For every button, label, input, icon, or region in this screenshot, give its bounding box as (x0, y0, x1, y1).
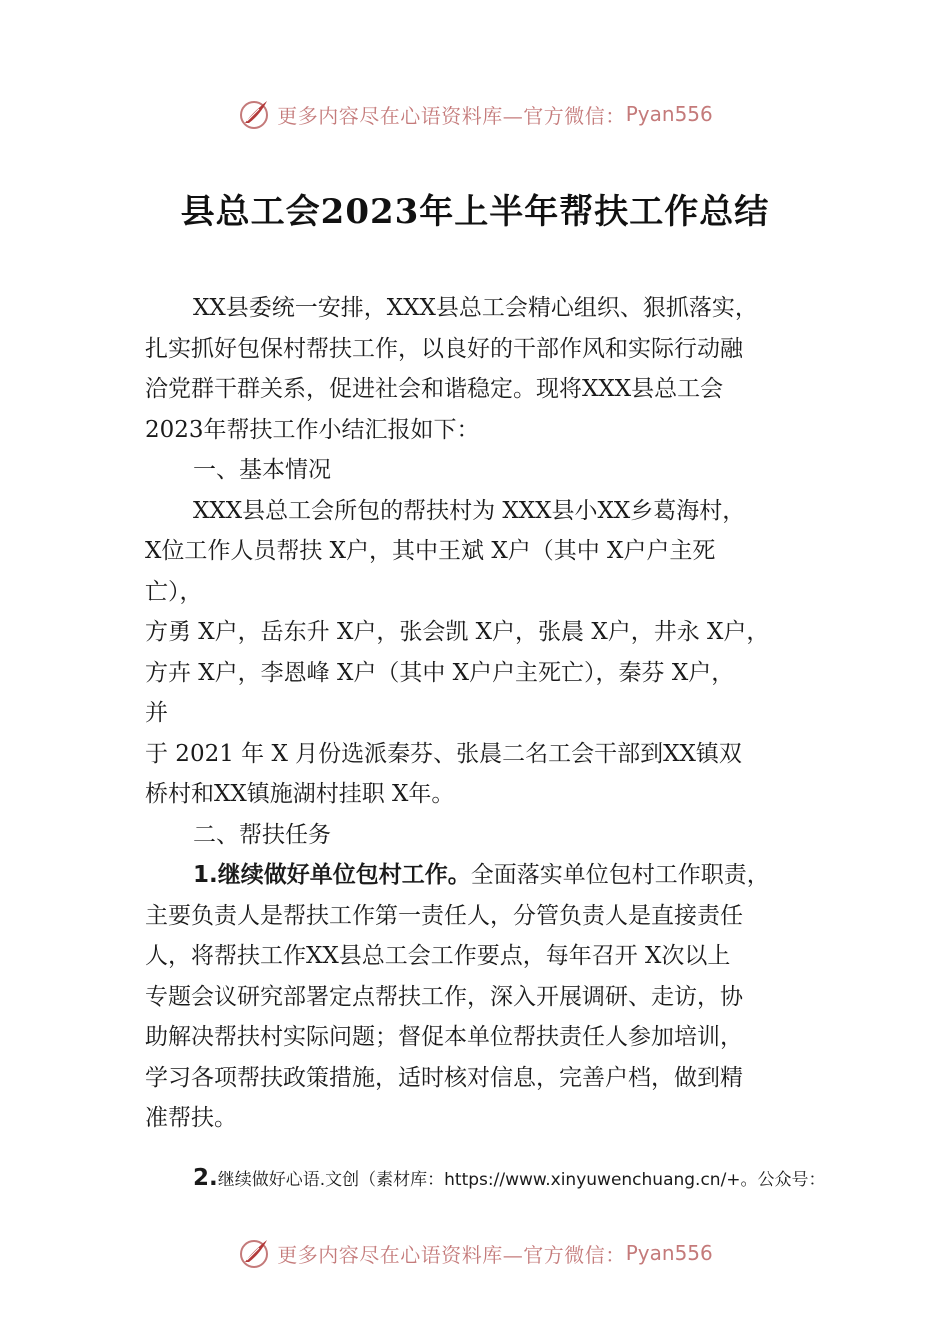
paragraph-line: 人，将帮扶工作XX县总工会工作要点，每年召开 X次以上 (145, 943, 731, 969)
paragraph-line: XXX县总工会所包的帮扶村为 XXX县小XX乡葛海村， (193, 497, 746, 524)
paragraph-line: 于 2021 年 X 月份选派秦芬、张晨二名工会干部到XX镇双 (145, 740, 742, 767)
task2-number: 2. (193, 1165, 218, 1191)
paragraph-line: 亡）， (145, 578, 203, 605)
task1-heading: 1.继续做好单位包村工作。 (193, 862, 471, 888)
task2-line (193, 1165, 893, 1191)
paragraph-line: 桥村和XX镇施湖村挂职 X年。 (145, 781, 455, 807)
quill-logo-icon (237, 97, 271, 131)
paragraph-line: 洽党群干群关系，促进社会和谐稳定。现将XXX县总工会 (145, 376, 724, 402)
paragraph-line: 主要负责人是帮扶工作第一责任人，分管负责人是直接责任 (145, 902, 743, 929)
watermark-text: 更多内容尽在心语资料库—官方微信： (277, 1242, 626, 1267)
paragraph-line: 方卉 X户，李恩峰 X户（其中 X户户主死亡），秦芬 X户， (145, 659, 735, 686)
section-heading-tasks: 二、帮扶任务 (193, 821, 331, 848)
quill-logo-icon (237, 1236, 271, 1270)
paragraph-line: 专题会议研究部署定点帮扶工作，深入开展调研、走访，协 (145, 983, 743, 1010)
watermark-footer (0, 1233, 950, 1273)
watermark-text: 更多内容尽在心语资料库—官方微信： (277, 103, 626, 128)
document-title: 县总工会2023年上半年帮扶工作总结 (180, 192, 770, 232)
paragraph-line: 学习各项帮扶政策措施，适时核对信息，完善户档，做到精 (145, 1064, 743, 1091)
paragraph-line: XX县委统一安排，XXX县总工会精心组织、狠抓落实， (193, 295, 758, 321)
task1-first-line (145, 855, 815, 896)
task1-first-line-text: 全面落实单位包村工作职责， (470, 862, 770, 888)
paragraph-line: 准帮扶。 (145, 1105, 237, 1131)
paragraph-line: 2023年帮扶工作小结汇报如下： (145, 416, 480, 443)
section-heading-basic: 一、基本情况 (193, 457, 331, 483)
paragraph-line: 方勇 X户，岳东升 X户，张会凯 X户，张晨 X户，井永 X户， (145, 619, 770, 645)
watermark-header (0, 94, 950, 134)
watermark-handle: Pyan556 (625, 1241, 713, 1265)
paragraph-line: 扎实抓好包保村帮扶工作，以良好的干部作风和实际行动融 (145, 335, 743, 362)
paragraph-line: 并 (145, 700, 168, 726)
paragraph-line: X位工作人员帮扶 X户，其中王斌 X户（其中 X户户主死 (145, 538, 716, 564)
task2-text: 继续做好心语.文创（素材库：https://www.xinyuwenchuang.cn/+。公众号： (217, 1170, 826, 1190)
watermark-handle: Pyan556 (625, 102, 713, 126)
document-body (145, 288, 815, 1139)
paragraph-line: 助解决帮扶村实际问题；督促本单位帮扶责任人参加培训， (145, 1024, 743, 1050)
